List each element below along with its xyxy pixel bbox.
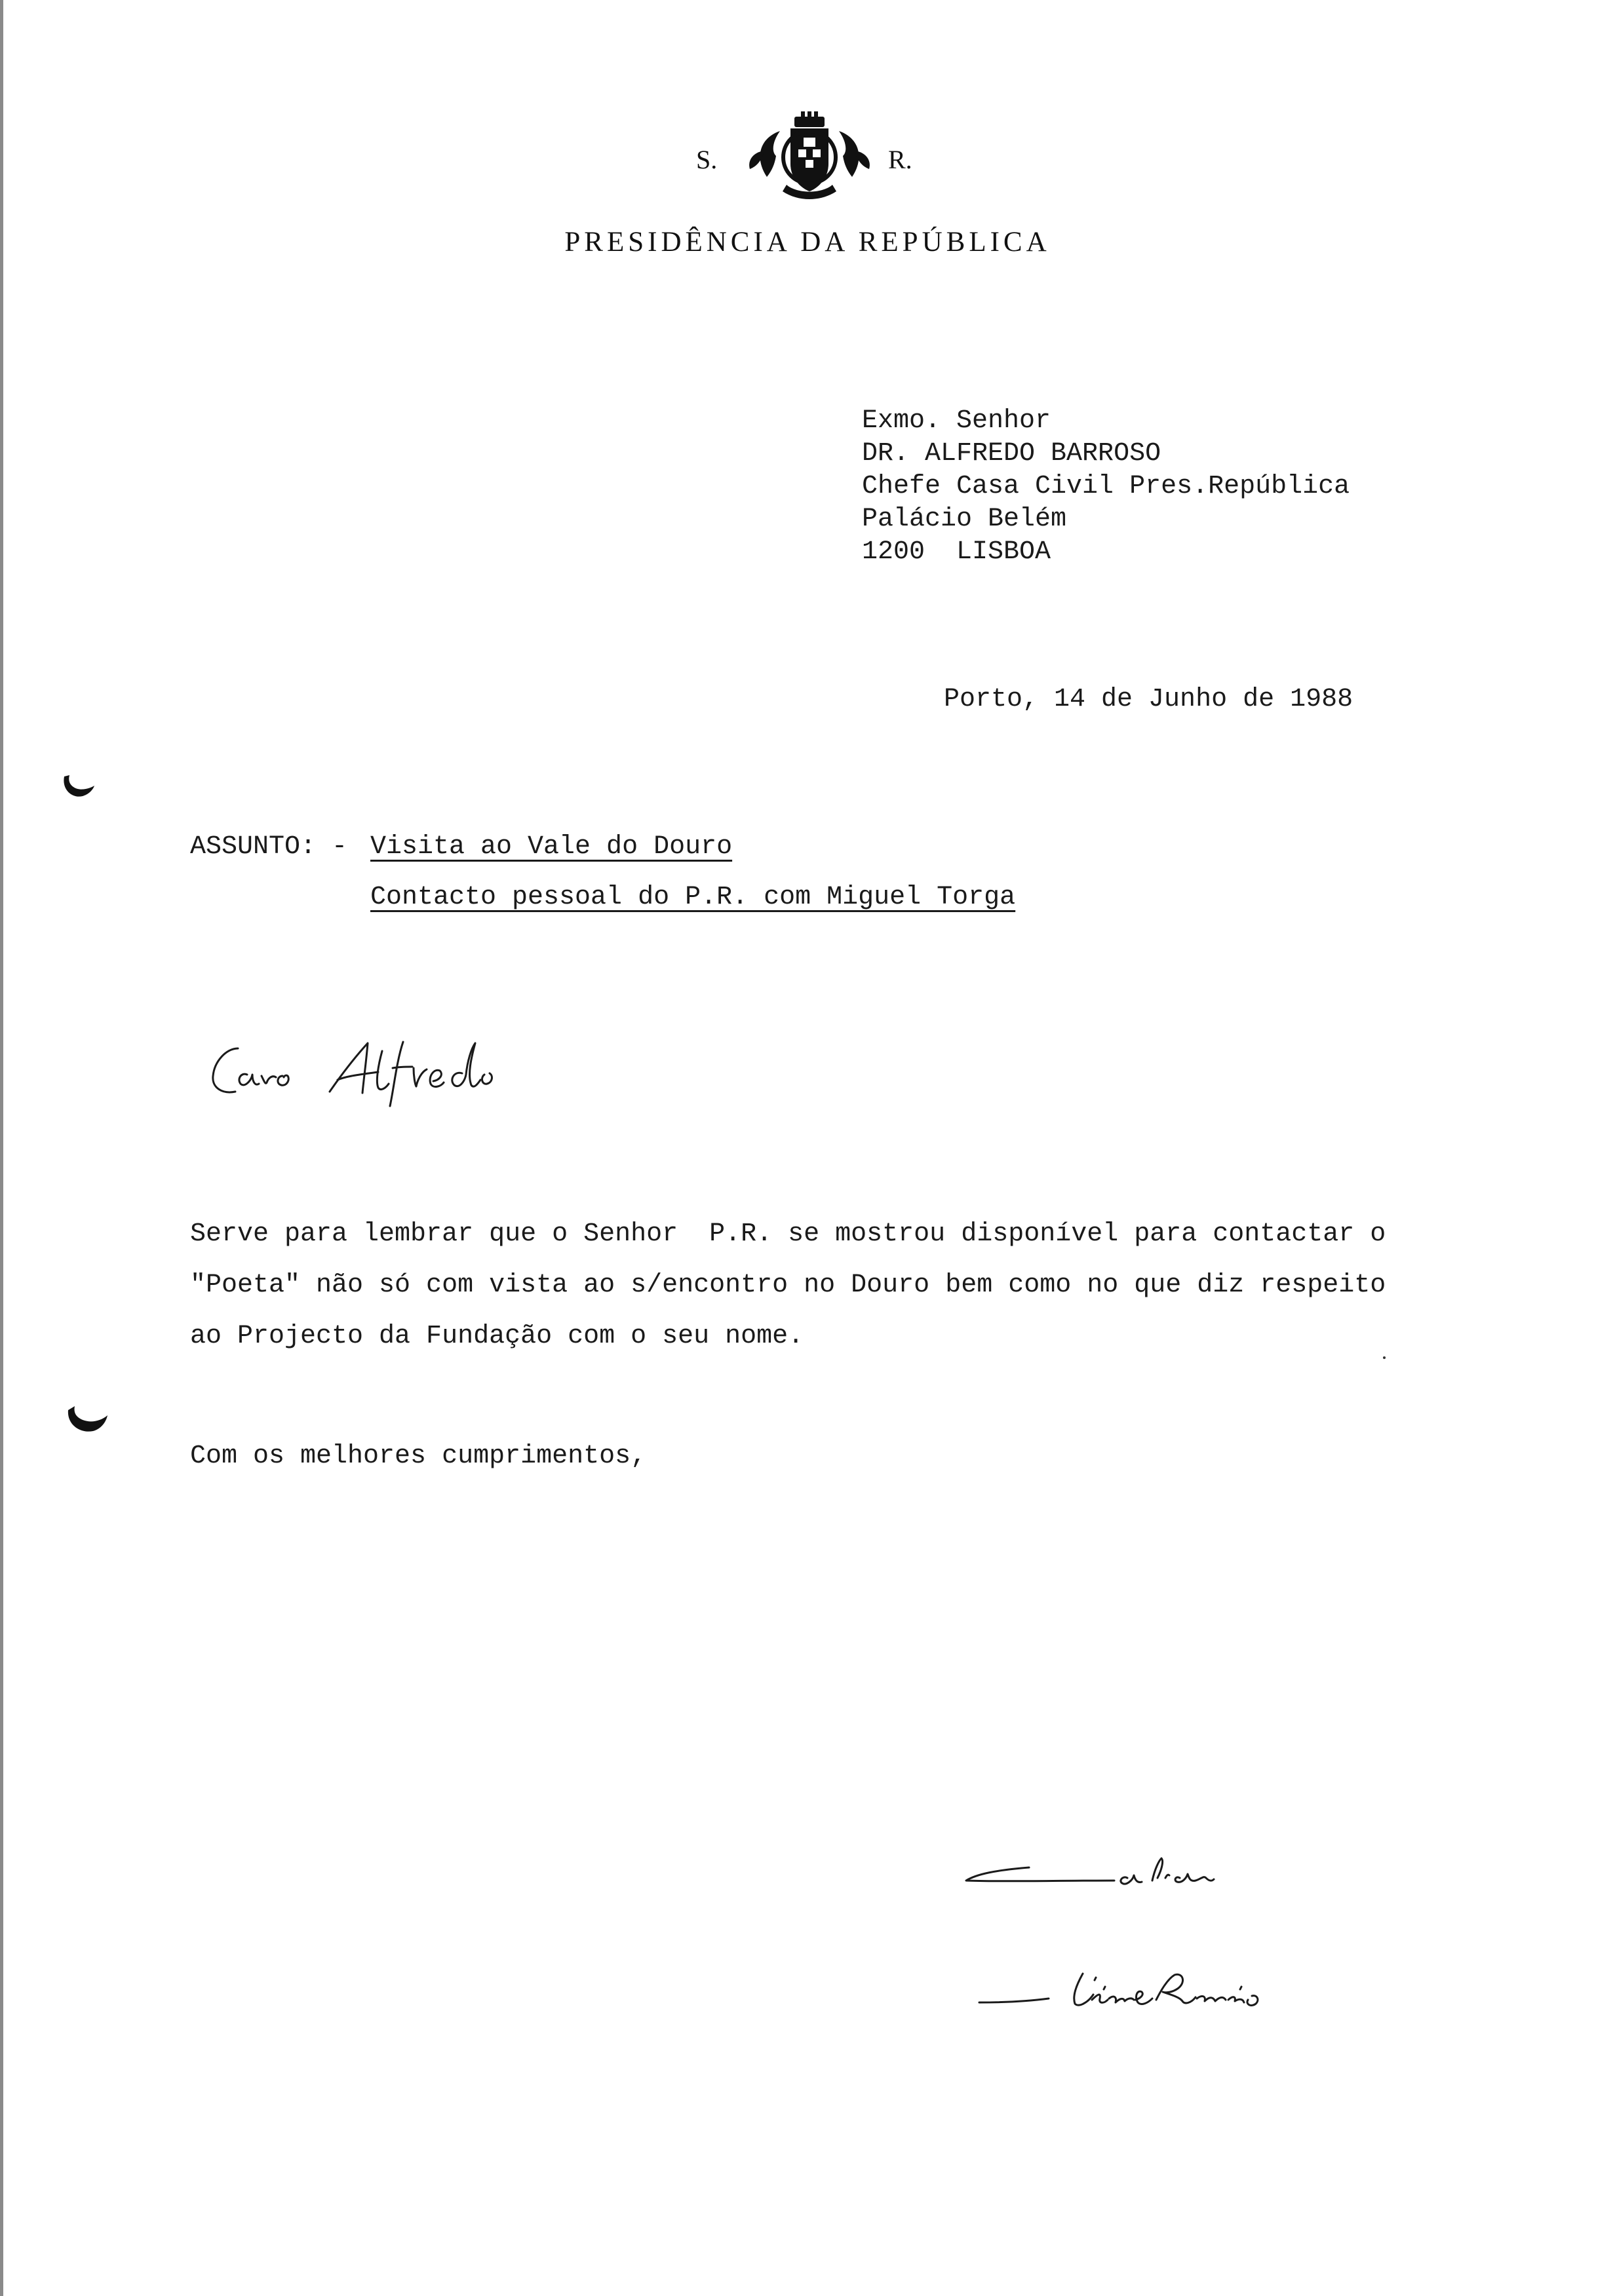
recipient-salutation: Exmo. Senhor xyxy=(862,406,1051,436)
letterhead-initial-r: R. xyxy=(888,145,912,174)
recipient-title: Chefe Casa Civil Pres.República xyxy=(862,472,1350,501)
recipient-city: 1200 LISBOA xyxy=(862,537,1051,567)
handwritten-signature xyxy=(957,1835,1298,2084)
handwritten-salutation xyxy=(206,1029,600,1107)
punch-hole-icon xyxy=(59,770,98,803)
letterhead-initial-s: S. xyxy=(696,145,718,174)
scan-speck xyxy=(1383,1356,1386,1359)
subject-line-2: Contacto pessoal do P.R. com Miguel Torga xyxy=(370,883,1016,912)
portuguese-coat-of-arms-icon xyxy=(741,111,878,203)
recipient-building: Palácio Belém xyxy=(862,505,1067,534)
letter-body xyxy=(190,1209,1386,1362)
letterhead xyxy=(0,111,1615,282)
letterhead-office-name: PRESIDÊNCIA DA REPÚBLICA xyxy=(564,227,1051,258)
punch-hole-icon xyxy=(64,1402,110,1438)
scan-edge xyxy=(0,0,3,2296)
recipient-address xyxy=(862,405,1350,569)
letter-date: Porto, 14 de Junho de 1988 xyxy=(944,685,1353,714)
body-line-3: ao Projecto da Fundação com o seu nome. xyxy=(190,1322,804,1351)
subject-line-1: Visita ao Vale do Douro xyxy=(370,832,733,862)
recipient-name: DR. ALFREDO BARROSO xyxy=(862,439,1161,469)
subject-label: ASSUNTO: - xyxy=(190,832,364,862)
closing-line: Com os melhores cumprimentos, xyxy=(190,1442,647,1471)
body-line-1: Serve para lembrar que o Senhor P.R. se mostrou disponível para contactar o xyxy=(190,1219,1386,1249)
body-line-2: "Poeta" não só com vista ao s/encontro no Douro bem como no que diz respeito xyxy=(190,1271,1386,1300)
